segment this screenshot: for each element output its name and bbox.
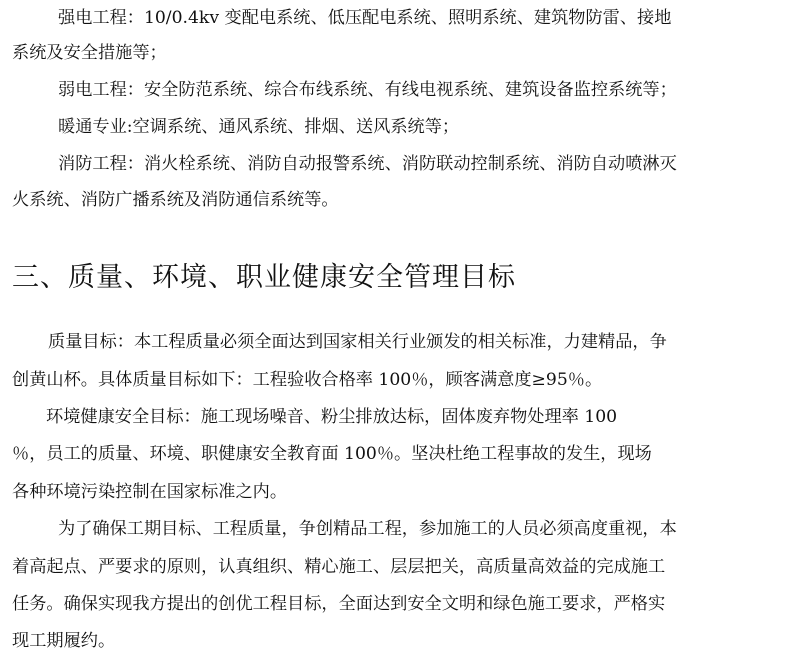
weak-current-line: 弱电工程：安全防范系统、综合布线系统、有线电视系统、建筑设备监控系统等； <box>58 80 677 100</box>
commitment-line-4: 现工期履约。 <box>12 631 116 651</box>
fire-line-1: 消防工程：消火栓系统、消防自动报警系统、消防联动控制系统、消防自动喷淋灭 <box>58 154 677 174</box>
commitment-line-3: 任务。确保实现我方提出的创优工程目标，全面达到安全文明和绿色施工要求，严格实 <box>12 594 666 614</box>
strong-current-line-2: 系统及安全措施等； <box>12 43 167 63</box>
commitment-line-1: 为了确保工期目标、工程质量，争创精品工程，参加施工的人员必须高度重视，本 <box>58 519 677 539</box>
quality-line-2: 创黄山杯。具体质量目标如下：工程验收合格率 100％，顾客满意度≥95％。 <box>12 370 603 390</box>
quality-line-1: 质量目标：本工程质量必须全面达到国家相关行业颁发的相关标准，力建精品，争 <box>48 332 667 352</box>
environment-line-2: ％，员工的质量、环境、职健康安全教育面 100％。坚决杜绝工程事故的发生，现场 <box>12 444 652 464</box>
hvac-line: 暖通专业:空调系统、通风系统、排烟、送风系统等； <box>58 117 460 137</box>
fire-line-2: 火系统、消防广播系统及消防通信系统等。 <box>12 190 339 210</box>
environment-line-1: 环境健康安全目标：施工现场噪音、粉尘排放达标，固体废弃物处理率 100 <box>46 407 618 427</box>
section-heading: 三、质量、环境、职业健康安全管理目标 <box>12 262 516 293</box>
environment-line-3: 各种环境污染控制在国家标准之内。 <box>12 482 288 502</box>
commitment-line-2: 着高起点、严要求的原则，认真组织、精心施工、层层把关，高质量高效益的完成施工 <box>12 557 666 577</box>
strong-current-line-1: 强电工程：10/0.4kv 变配电系统、低压配电系统、照明系统、建筑物防雷、接地 <box>58 8 672 28</box>
